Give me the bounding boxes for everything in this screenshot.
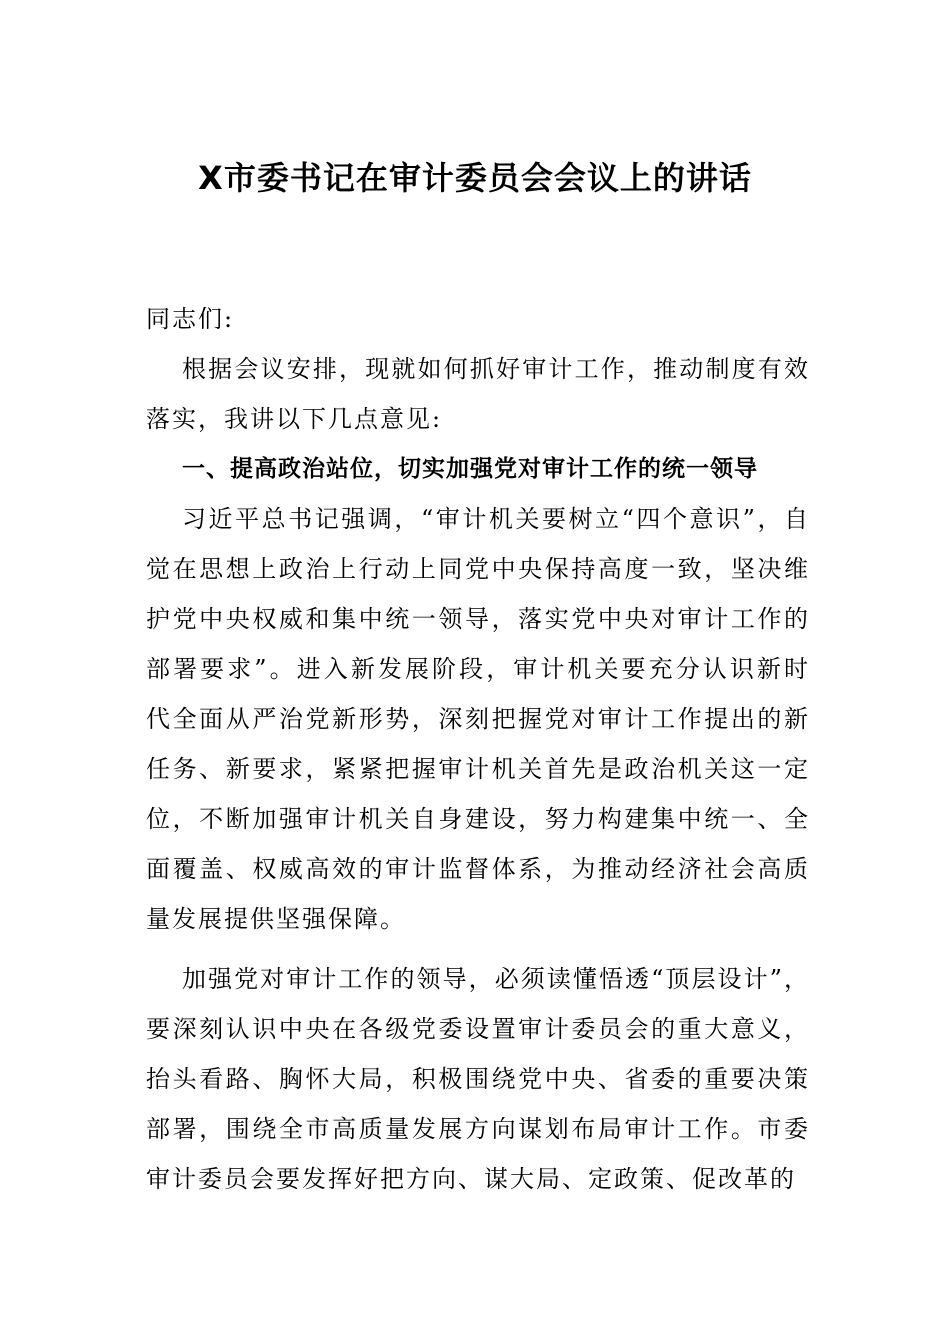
intro-paragraph: 根据会议安排，现就如何抓好审计工作，推动制度有效落实，我讲以下几点意见: bbox=[146, 355, 810, 433]
salutation: 同志们: bbox=[146, 305, 235, 333]
body-paragraph-2: 加强党对审计工作的领导，必须读懂悟透“顶层设计”，要深刻认识中央在各级党委设置审计委员会的重大意义，抬头看路、胸怀大局，积极围绕党中央、省委的重要决策部署，围绕全市高质量发展方向谋划布局审计工作。市委审计委员会要发挥好把方向、谋大局、定政策、促改革的 bbox=[146, 965, 810, 1193]
document-title: X市委书记在审计委员会会议上的讲话 bbox=[198, 159, 752, 197]
body-paragraph-1: 习近平总书记强调，“审计机关要树立“四个意识”，自觉在思想上政治上行动上同党中央保持高度一致，坚决维护党中央权威和集中统一领导，落实党中央对审计工作的部署要求”。进入新发展阶段，审计机关要充分认识新时代全面从严治党新形势，深刻把握党对审计工作提出的新任务、新要求，紧紧把握审计机关首先是政治机关这一定位，不断加强审计机关自身建设，努力构建集中统一、全面覆盖、权威高效的审计监督体系，为推动经济社会高质量发展提供坚强保障。 bbox=[146, 505, 810, 933]
section-heading-1: 一、提高政治站位，切实加强党对审计工作的统一领导 bbox=[182, 456, 758, 482]
document-body bbox=[146, 294, 810, 1204]
